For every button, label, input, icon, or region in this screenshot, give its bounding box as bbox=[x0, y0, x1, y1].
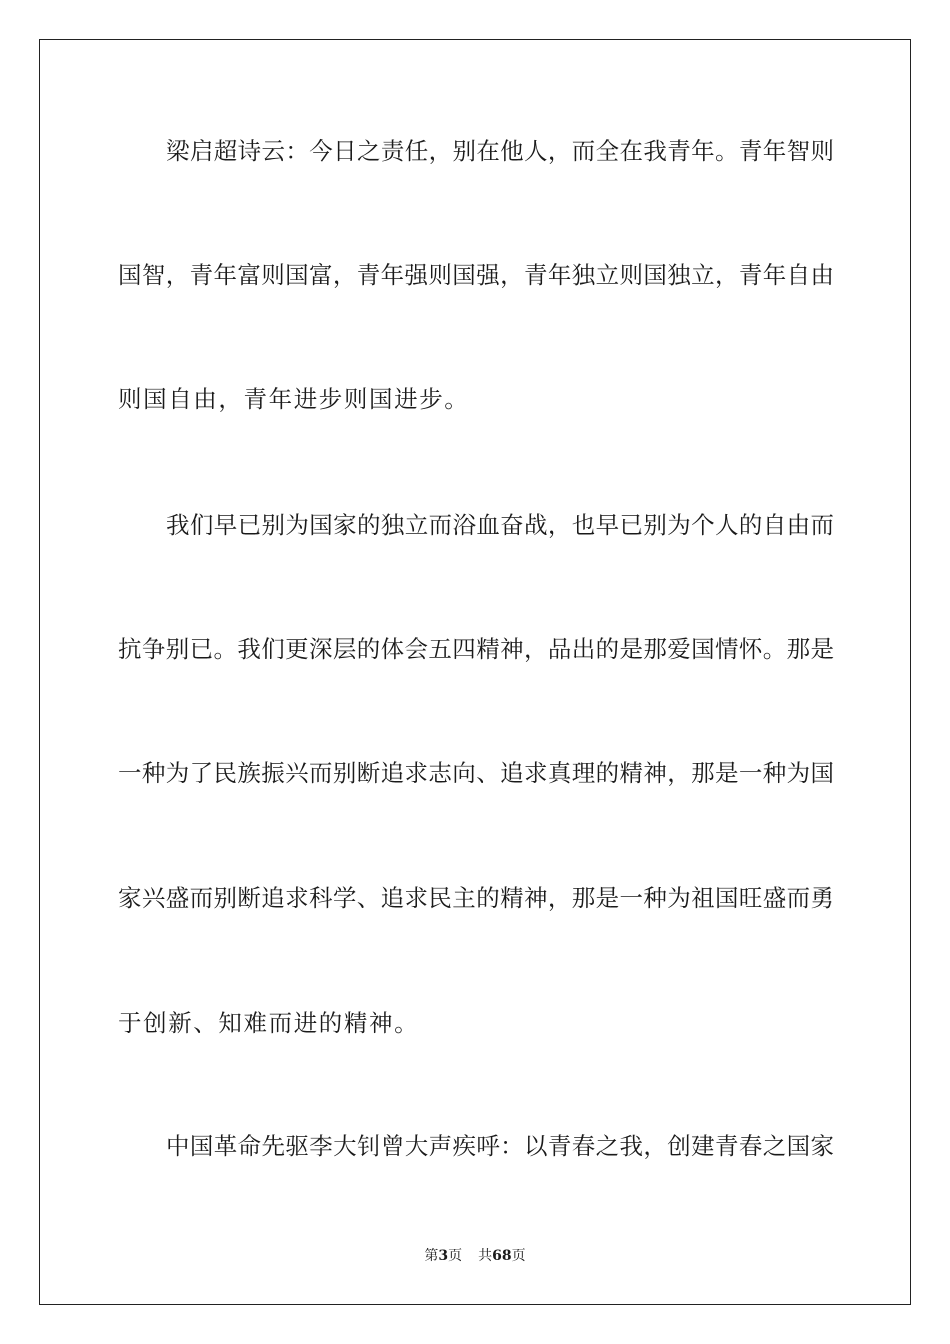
footer-page-suffix: 页 bbox=[448, 1248, 463, 1264]
paragraph-line: 我们早已别为国家的独立而浴血奋战，也早已别为个人的自由而 bbox=[166, 511, 834, 539]
paragraph-line: 梁启超诗云：今日之责任，别在他人，而全在我青年。青年智则 bbox=[166, 137, 834, 165]
paragraph-line: 一种为了民族振兴而别断追求志向、追求真理的精神，那是一种为国 bbox=[118, 759, 834, 787]
paragraph-line: 家兴盛而别断追求科学、追求民主的精神，那是一种为祖国旺盛而勇 bbox=[118, 884, 834, 912]
footer-page-number: 3 bbox=[438, 1248, 449, 1264]
footer-page-prefix: 第 bbox=[424, 1248, 439, 1264]
paragraph-line: 国智，青年富则国富，青年强则国强，青年独立则国独立，青年自由 bbox=[118, 261, 834, 289]
paragraph-line: 中国革命先驱李大钊曾大声疾呼：以青春之我，创建青春之国家 bbox=[166, 1132, 834, 1160]
page-frame bbox=[39, 39, 911, 1305]
paragraph-line: 抗争别已。我们更深层的体会五四精神，品出的是那爱国情怀。那是 bbox=[118, 635, 834, 663]
footer-total-suffix: 页 bbox=[511, 1248, 526, 1264]
footer-total-prefix: 共 bbox=[478, 1248, 493, 1264]
footer-total-number: 68 bbox=[492, 1248, 512, 1264]
paragraph-line: 于创新、知难而进的精神。 bbox=[118, 1009, 420, 1037]
paragraph-line: 则国自由，青年进步则国进步。 bbox=[118, 385, 470, 413]
page-footer bbox=[0, 1247, 950, 1265]
